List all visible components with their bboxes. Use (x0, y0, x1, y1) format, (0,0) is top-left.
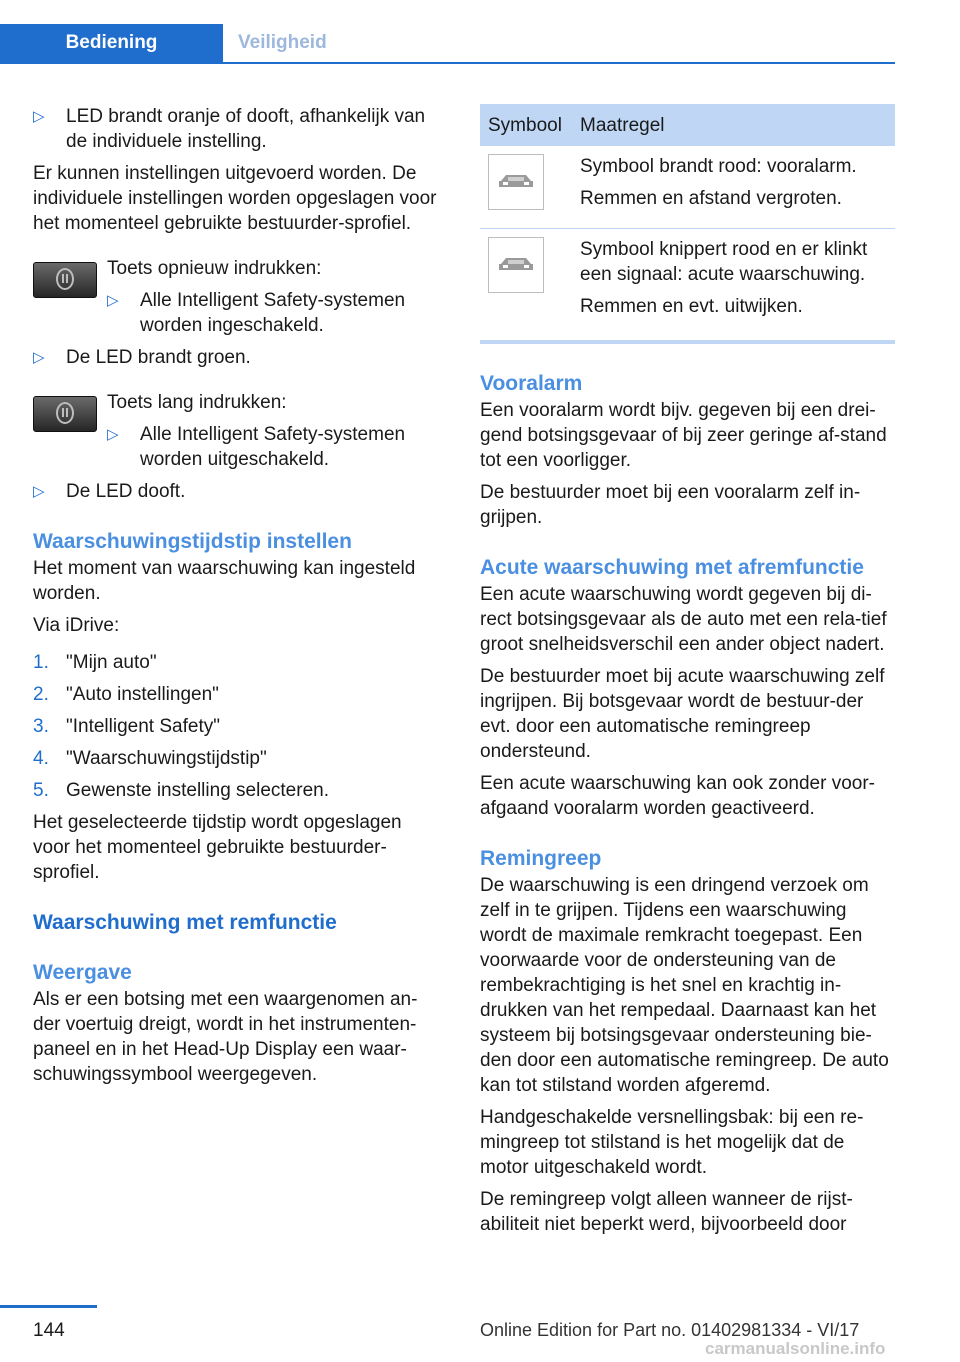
triangle-bullet-icon: ▷ (107, 426, 119, 443)
triangle-bullet-icon: ▷ (33, 108, 45, 125)
paragraph: Handgeschakelde versnellingsbak: bij een re-mingreep tot stilstand is het mogelijk dat de motor uitgeschakeld wordt. (480, 1107, 864, 1178)
table-row: Symbool knippert rood en er klinkt een signaal: acute waarschuwing. Remmen en evt. uitwijken. (480, 229, 895, 343)
paragraph: Via iDrive: (33, 615, 120, 636)
paragraph: De remingreep volgt alleen wanneer de rijst-abiliteit niet beperkt werd, bijvoorbeeld door (480, 1189, 853, 1235)
button-instruction: Toets opnieuw indrukken: ▷ Alle Intelligent Safety-systemen worden ingeschakeld. (33, 256, 443, 338)
edition-label: Online Edition for Part no. 01402981334 - VI/17 (480, 1320, 860, 1340)
list-item: ▷ De LED dooft. (33, 481, 186, 502)
symbol-table (480, 104, 895, 344)
intelligent-safety-button-icon (33, 262, 97, 298)
list-item: 4. "Waarschuwingstijdstip" (33, 748, 267, 769)
chapter-tabs (0, 24, 895, 64)
section-heading: Waarschuwingstijdstip instellen (33, 530, 352, 553)
tab-veiligheid[interactable]: Veiligheid (238, 32, 327, 53)
triangle-bullet-icon: ▷ (33, 349, 45, 366)
list-item: 1. "Mijn auto" (33, 652, 157, 673)
paragraph: De bestuurder moet bij een vooralarm zelf in-grijpen. (480, 482, 861, 528)
car-warning-icon (488, 237, 544, 293)
footer-rule (0, 1305, 97, 1308)
intelligent-safety-button-icon (33, 396, 97, 432)
section-heading: Weergave (33, 961, 132, 984)
list-item: 2. "Auto instellingen" (33, 684, 219, 705)
triangle-bullet-icon: ▷ (107, 292, 119, 309)
table-header: Symbool (480, 104, 572, 146)
paragraph: Een acute waarschuwing wordt gegeven bij di-rect botsingsgevaar als de auto met een rela-tief groot snelheidsverschil een ander object nadert. (480, 584, 887, 655)
list-item: ▷ LED brandt oranje of dooft, afhankelijk van de individuele instelling. (33, 106, 426, 152)
left-column (33, 104, 443, 1094)
car-warning-icon (488, 154, 544, 210)
paragraph: Het geselecteerde tijdstip wordt opgeslagen voor het momenteel gebruikte bestuurder-sprofiel. (33, 812, 402, 883)
section-heading: Vooralarm (480, 372, 583, 395)
table-row: Symbool brandt rood: vooralarm. Remmen en afstand vergroten. (480, 146, 895, 229)
list-item: 5. Gewenste instelling selecteren. (33, 780, 329, 801)
paragraph: Als er een botsing met een waargenomen an-der voertuig dreigt, wordt in het instrumenten-paneel en in het Head-Up Display een waar-schuwingssymbool weergegeven. (33, 989, 418, 1085)
paragraph: De waarschuwing is een dringend verzoek om zelf in te grijpen. Tijdens een waarschuwing wordt de maximale remkracht toegepast. Een voorwaarde voor de ondersteuning van de rembekrachtiging is het snel en krachtig in-drukken van het rempedaal. Daarnaast kan het systeem bij botsingsgevaar ondersteuning bie-den door een automatische remingreep. De auto kan tot stilstand worden afgeremd. (480, 875, 889, 1096)
list-item: ▷ Alle Intelligent Safety-systemen worden ingeschakeld. (107, 290, 406, 336)
page-number: 144 (33, 1320, 65, 1341)
list-item: ▷ Alle Intelligent Safety-systemen worden uitgeschakeld. (107, 424, 406, 470)
paragraph: Een acute waarschuwing kan ook zonder voor-afgaand vooralarm worden geactiveerd. (480, 773, 876, 819)
section-heading: Remingreep (480, 847, 602, 870)
tab-bediening[interactable]: Bediening (0, 24, 223, 62)
paragraph: Er kunnen instellingen uitgevoerd worden. De individuele instellingen worden opgeslagen voor het momenteel gebruikte bestuurder-sprofiel. (33, 163, 437, 234)
paragraph: De bestuurder moet bij acute waarschuwing zelf ingrijpen. Bij botsgevaar wordt de bestuur-der evt. door een automatische remingreep ondersteund. (480, 666, 885, 762)
table-header: Maatregel (572, 104, 895, 146)
right-column (480, 104, 895, 1244)
button-instruction: Toets lang indrukken: ▷ Alle Intelligent Safety-systemen worden uitgeschakeld. (33, 390, 443, 472)
triangle-bullet-icon: ▷ (33, 483, 45, 500)
list-item: 3. "Intelligent Safety" (33, 716, 220, 737)
paragraph: Een vooralarm wordt bijv. gegeven bij een drei-gend botsingsgevaar of bij zeer geringe af-stand tot een voorligger. (480, 400, 887, 471)
list-item: ▷ De LED brandt groen. (33, 347, 251, 368)
watermark: carmanualsonline.info (705, 1339, 886, 1358)
section-heading: Acute waarschuwing met afremfunctie (480, 556, 864, 579)
section-heading: Waarschuwing met remfunctie (33, 911, 337, 934)
paragraph: Het moment van waarschuwing kan ingesteld worden. (33, 558, 416, 604)
